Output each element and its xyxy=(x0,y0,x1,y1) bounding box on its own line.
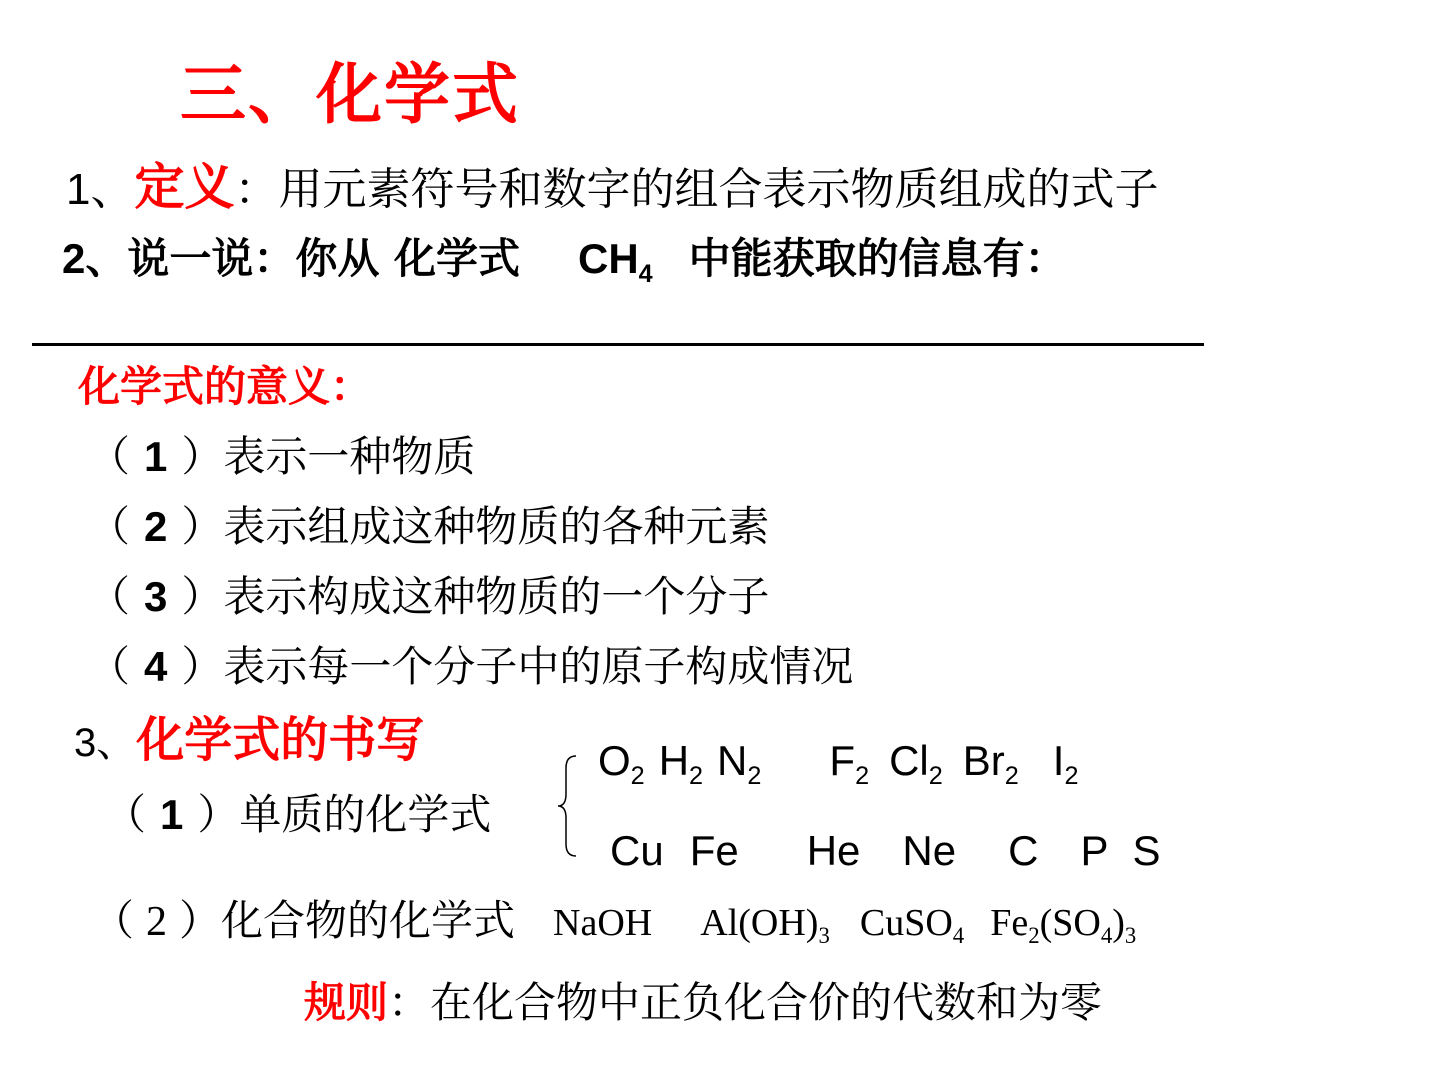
definition-number: 1 xyxy=(66,165,91,214)
meaning-item-text: 表示组成这种物质的各种元素 xyxy=(223,502,770,551)
definition-label: 定义 xyxy=(134,158,235,216)
meaning-heading: 化学式的意义： xyxy=(78,362,373,411)
left-brace-icon xyxy=(556,754,578,858)
element-symbol: S xyxy=(1132,827,1161,874)
discuss-formula-sub: 4 xyxy=(638,259,653,288)
compound-formulas xyxy=(553,902,1137,948)
diatomic-elements xyxy=(598,737,1079,790)
meaning-item: （ 2 ）表示组成这种物质的各种元素 xyxy=(88,502,770,551)
meaning-item-text: 表示每一个分子中的原子构成情况 xyxy=(223,642,854,691)
definition-text: ：用元素符号和数字的组合表示物质组成的式子 xyxy=(234,164,1159,215)
element-symbol: C xyxy=(1008,827,1039,874)
element-formula: $N_2$ xyxy=(717,737,762,790)
element-formula: $Br_2$ xyxy=(962,737,1019,790)
compound-formula: $Al(OH)_3$ xyxy=(700,902,830,948)
element-formula: $F_2$ xyxy=(829,737,870,790)
elements-label-text: 单质的化学式 xyxy=(239,790,492,839)
discuss-number: 2 xyxy=(62,235,86,282)
element-formula: $O_2$ xyxy=(598,737,645,790)
discuss-formula-base: CH xyxy=(577,235,639,282)
writing-sep: 、 xyxy=(96,720,137,766)
discuss-formula xyxy=(577,235,653,288)
element-symbol: P xyxy=(1080,827,1109,874)
compounds-label-text: 化合物的化学式 xyxy=(221,896,516,945)
element-formula: $H_2$ xyxy=(658,737,704,790)
meaning-item-num: 4 xyxy=(144,643,168,690)
rule-text: ：在化合物中正负化合价的代数和为零 xyxy=(388,978,1103,1027)
compound-formula: NaOH xyxy=(553,902,653,944)
slide-title: 三、化学式 xyxy=(180,56,520,133)
element-symbol: Ne xyxy=(902,827,957,874)
element-symbol: Cu xyxy=(610,827,664,874)
writing-heading: 化学式的书写 xyxy=(136,712,425,768)
meaning-item-num: 1 xyxy=(144,433,168,480)
compound-formula: CuSO$_4$ xyxy=(859,902,965,948)
meaning-item-num: 3 xyxy=(144,573,168,620)
compounds-line: （ 2 ）化合物的化学式 NaOH $Al(OH)_3$ CuSO$_4$ $Fe_2(SO_4)_3$ xyxy=(92,896,1137,948)
compound-formula: $Fe_2(SO_4)_3$ xyxy=(990,902,1137,948)
meaning-item-num: 2 xyxy=(144,503,168,550)
writing-number: 3 xyxy=(74,721,97,765)
meaning-item: （ 3 ）表示构成这种物质的一个分子 xyxy=(88,572,770,621)
writing-heading-line xyxy=(74,712,425,768)
elements-label-num: 1 xyxy=(160,791,184,838)
meaning-item: （ 4 ）表示每一个分子中的原子构成情况 xyxy=(88,642,854,691)
element-symbol: Fe xyxy=(689,827,739,874)
meaning-item-text: 表示构成这种物质的一个分子 xyxy=(223,572,770,621)
element-symbol: He xyxy=(806,827,861,874)
definition-sep: 、 xyxy=(90,164,135,215)
meaning-item: （ 1 ）表示一种物质 xyxy=(88,432,476,481)
discuss-line xyxy=(62,234,1067,288)
meaning-item-text: 表示一种物质 xyxy=(223,432,476,481)
answer-blank-line xyxy=(32,343,1204,346)
elements-label: （ 1 ）单质的化学式 xyxy=(104,790,492,839)
element-formula: $I_2$ xyxy=(1052,737,1079,790)
discuss-tail: 中能获取的信息有： xyxy=(688,234,1067,283)
discuss-text: 、说一说：你从 化学式 xyxy=(85,234,520,283)
monatomic-elements xyxy=(610,827,1161,874)
element-formula: $Cl_2$ xyxy=(889,737,943,790)
rule-label: 规则 xyxy=(304,978,389,1027)
rule-line xyxy=(304,978,1103,1027)
compounds-label-num: 2 xyxy=(146,899,168,945)
definition-line xyxy=(66,158,1159,216)
